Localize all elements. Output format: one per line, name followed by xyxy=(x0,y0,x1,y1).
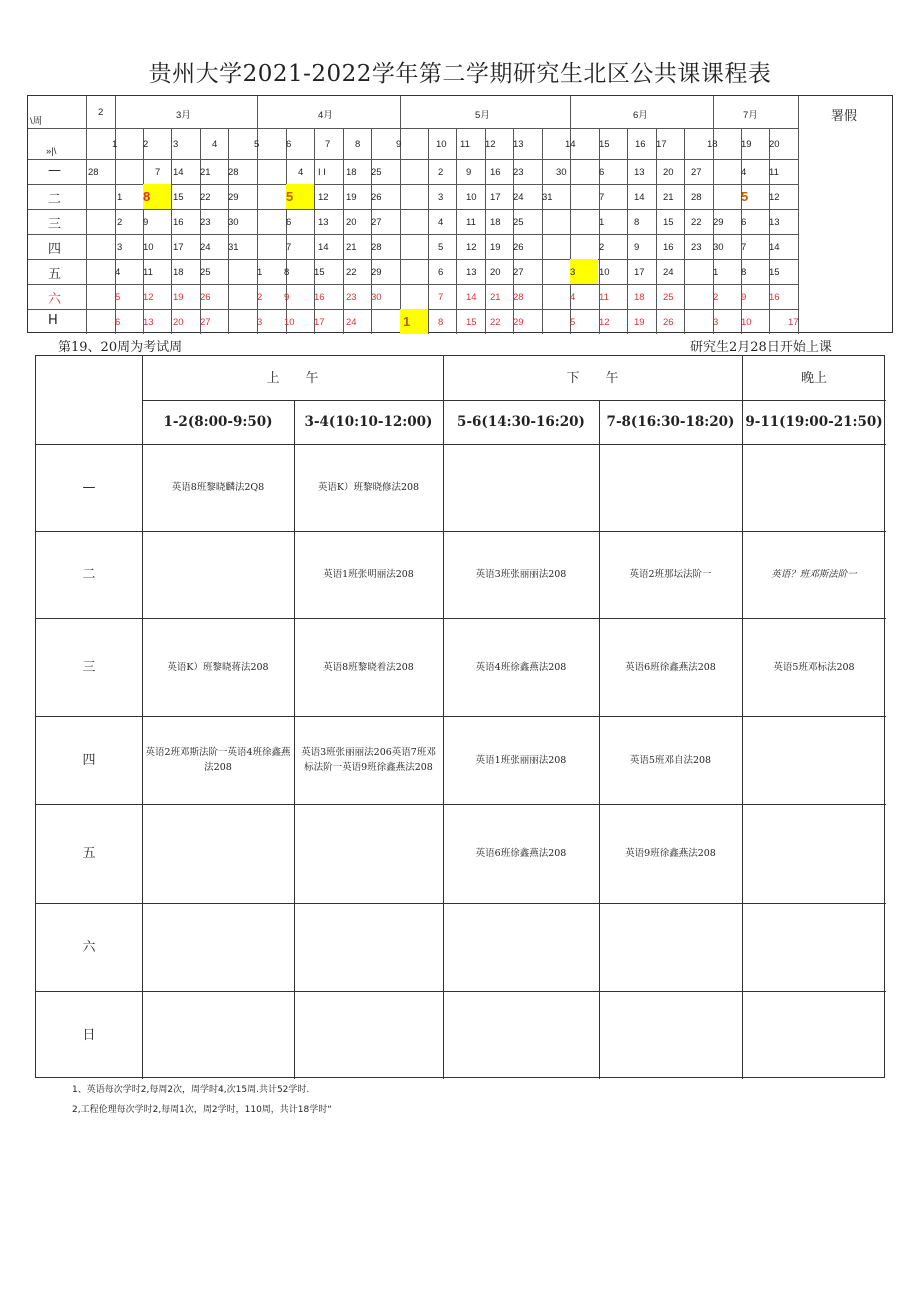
grid-line xyxy=(798,96,799,334)
calendar-date: 10 xyxy=(284,317,295,328)
calendar-date: 29 xyxy=(228,192,239,203)
grid-line xyxy=(513,128,514,334)
calendar-date: 3 xyxy=(570,267,576,278)
calendar-date: 4 xyxy=(298,167,304,178)
calendar-date: 30 xyxy=(713,242,724,253)
calendar-date: 9 xyxy=(143,217,149,228)
course-cell xyxy=(742,903,886,991)
calendar-date: 8 xyxy=(284,267,290,278)
calendar-date: 17 xyxy=(490,192,501,203)
calendar-date: 9 xyxy=(741,292,747,303)
header-evening: 晚上 xyxy=(800,370,827,386)
weekday-label: 三 xyxy=(48,217,62,232)
grid-line xyxy=(200,128,201,334)
calendar-date: 6 xyxy=(599,167,605,178)
calendar-date: 28 xyxy=(228,167,239,178)
calendar-date: 13 xyxy=(318,217,329,228)
calendar-date: 13 xyxy=(466,267,477,278)
calendar-date: 27 xyxy=(691,167,702,178)
calendar-date: 29 xyxy=(513,317,524,328)
calendar-date: 7 xyxy=(155,167,161,178)
calendar-date: 18 xyxy=(173,267,184,278)
course-cell: 英语8班黎晓麟法2Q8 xyxy=(171,482,265,493)
course-cell xyxy=(294,991,443,1079)
calendar-date: 17 xyxy=(314,317,325,328)
calendar-date: 16 xyxy=(769,292,780,303)
calendar-date: 26 xyxy=(200,292,211,303)
calendar-date: 30 xyxy=(228,217,239,228)
week-number: 17 xyxy=(656,139,667,150)
week-number: 19 xyxy=(741,139,752,150)
calendar-date: 5 xyxy=(115,292,121,303)
grid-line xyxy=(428,128,429,334)
calendar-date: 29 xyxy=(371,267,382,278)
calendar-date: 4 xyxy=(570,292,576,303)
calendar-date: 30 xyxy=(556,167,567,178)
calendar-date: 27 xyxy=(513,267,524,278)
calendar-date: 15 xyxy=(663,217,674,228)
calendar-date: 23 xyxy=(200,217,211,228)
academic-calendar xyxy=(27,95,893,333)
calendar-date: 6 xyxy=(438,267,444,278)
calendar-date: 11 xyxy=(769,167,779,178)
calendar-date: 26 xyxy=(663,317,674,328)
calendar-date: 26 xyxy=(513,242,524,253)
grid-line xyxy=(599,128,600,334)
course-cell xyxy=(742,804,886,903)
week-number: 14 xyxy=(565,139,576,150)
calendar-date: 29 xyxy=(713,217,724,228)
calendar-date: 16 xyxy=(490,167,501,178)
week-number: 15 xyxy=(599,139,610,150)
grid-line xyxy=(741,128,742,334)
grid-line xyxy=(456,128,457,334)
calendar-date: 28 xyxy=(691,192,702,203)
time-slot-header: 9-11(19:00-21:50) xyxy=(745,413,883,430)
course-cell xyxy=(742,444,886,531)
calendar-date: 28 xyxy=(371,242,382,253)
calendar-date: 10 xyxy=(143,242,154,253)
course-cell: 英语K）班黎晓蒋法208 xyxy=(167,661,269,673)
course-cell xyxy=(142,531,294,618)
calendar-date: 21 xyxy=(663,192,674,203)
week-number: 2 xyxy=(143,139,149,150)
calendar-date: 16 xyxy=(314,292,325,303)
calendar-date: 16 xyxy=(173,217,184,228)
week-number: 7 xyxy=(325,139,331,150)
calendar-date: 19 xyxy=(634,317,645,328)
calendar-date: 4 xyxy=(115,267,121,278)
calendar-date: 1 xyxy=(403,314,411,329)
calendar-date: 3 xyxy=(713,317,719,328)
weekday-row-label: 日 xyxy=(82,1027,96,1043)
course-cell: 英语？班邓斯法阶一 xyxy=(771,569,857,580)
calendar-date: 11 xyxy=(143,267,153,278)
weekday-row-label: 三 xyxy=(82,659,96,675)
calendar-date: 3 xyxy=(257,317,263,328)
calendar-date: 8 xyxy=(438,317,444,328)
calendar-date: 15 xyxy=(173,192,184,203)
weekday-row-label: 二 xyxy=(82,567,96,582)
week-number: 20 xyxy=(769,139,780,150)
weekday-label: 五 xyxy=(48,267,62,282)
grid-line xyxy=(371,128,372,334)
grid-line xyxy=(314,128,315,334)
week-number: 12 xyxy=(485,139,496,150)
calendar-date: 7 xyxy=(599,192,605,203)
course-cell: 英语8班黎晓着法208 xyxy=(323,661,414,673)
weekday-row-label: 四 xyxy=(82,752,96,768)
calendar-date: 20 xyxy=(663,167,674,178)
course-cell xyxy=(142,903,294,991)
calendar-date: 14 xyxy=(634,192,645,203)
calendar-date: 4 xyxy=(438,217,444,228)
grid-line xyxy=(228,128,229,334)
grid-line xyxy=(143,128,144,334)
week-number: 18 xyxy=(707,139,718,150)
calendar-date: 5 xyxy=(741,189,749,204)
calendar-date: 23 xyxy=(346,292,357,303)
calendar-date: 3 xyxy=(117,242,123,253)
calendar-date: 12 xyxy=(143,292,154,303)
calendar-date: 18 xyxy=(346,167,357,178)
week-number: 16 xyxy=(635,139,646,150)
calendar-date: 19 xyxy=(490,242,501,253)
grid-line xyxy=(171,128,172,334)
week-number: 10 xyxy=(436,139,447,150)
calendar-date: 22 xyxy=(200,192,211,203)
calendar-date: 7 xyxy=(438,292,444,303)
calendar-date: 25 xyxy=(371,167,382,178)
calendar-date: 10 xyxy=(741,317,752,328)
course-cell: 英语5班邓标法208 xyxy=(773,661,855,673)
course-cell: 英语2班邓斯法阶一英语4班徐鑫燕法208 xyxy=(145,747,291,773)
calendar-date: 7 xyxy=(741,242,747,253)
calendar-date: 21 xyxy=(490,292,501,303)
calendar-date: 14 xyxy=(173,167,184,178)
grid-line xyxy=(542,128,543,334)
calendar-date: 1 xyxy=(713,267,719,278)
calendar-date: 6 xyxy=(286,217,292,228)
calendar-date: 3 xyxy=(438,192,444,203)
calendar-date: 6 xyxy=(741,217,747,228)
week-number: 4 xyxy=(212,139,218,150)
calendar-date: 15 xyxy=(314,267,325,278)
class-start-note: 研究生2月28日开始上课 xyxy=(690,340,832,355)
calendar-date: 9 xyxy=(634,242,640,253)
weekday-row-label: 五 xyxy=(82,846,96,861)
calendar-date: 8 xyxy=(143,189,151,204)
week-corner-label: \周 xyxy=(30,116,43,127)
calendar-date: 5 xyxy=(286,189,294,204)
calendar-date: 23 xyxy=(691,242,702,253)
weekday-row-label: 六 xyxy=(82,939,96,955)
calendar-date: 22 xyxy=(691,217,702,228)
calendar-date: 19 xyxy=(173,292,184,303)
calendar-date: 23 xyxy=(513,167,524,178)
course-cell xyxy=(443,991,599,1079)
weekday-label: — xyxy=(48,163,61,178)
calendar-date: 9 xyxy=(466,167,472,178)
calendar-date: 1 xyxy=(599,217,605,228)
calendar-date: 12 xyxy=(599,317,610,328)
footnote-2: 2,工程伦理每次学时2,每周1次，周2学时，110周，共计18学时“ xyxy=(72,1105,332,1115)
course-cell xyxy=(142,991,294,1079)
month-label: 5月 xyxy=(475,110,490,121)
summer-vacation-label: 署假 xyxy=(831,109,858,124)
calendar-date: 31 xyxy=(542,192,553,203)
calendar-date: 10 xyxy=(466,192,477,203)
week-number: 11 xyxy=(460,139,470,150)
course-cell: 英语5班邓自法208 xyxy=(629,754,712,766)
page-title: 贵州大学2021-2022学年第二学期研究生北区公共课课程表 xyxy=(148,61,772,87)
calendar-date: 20 xyxy=(490,267,501,278)
grid-line xyxy=(627,128,628,334)
footnote-1: 1、英语每次学时2,每周2次，周学时4,次15周.共计52学时. xyxy=(72,1085,310,1095)
weekday-label: H xyxy=(48,313,58,328)
grid-line xyxy=(485,128,486,334)
calendar-date: 12 xyxy=(466,242,477,253)
calendar-date: 20 xyxy=(173,317,184,328)
course-cell: 英语3班张丽丽法206英语7班邓标法阶一英语9班徐鑫燕法208 xyxy=(301,747,436,773)
grid-line xyxy=(684,128,685,334)
calendar-date: 2 xyxy=(599,242,605,253)
grid-line xyxy=(400,96,401,334)
calendar-date: 25 xyxy=(200,267,211,278)
calendar-date: 17 xyxy=(634,267,645,278)
weekday-label: 四 xyxy=(48,242,62,257)
calendar-date: 21 xyxy=(346,242,357,253)
calendar-date: 18 xyxy=(634,292,645,303)
calendar-date: 16 xyxy=(663,242,674,253)
calendar-date: 26 xyxy=(371,192,382,203)
course-cell: 英语1班张丽丽法208 xyxy=(475,754,567,766)
course-cell xyxy=(443,444,599,531)
calendar-date: 13 xyxy=(634,167,645,178)
calendar-date: 13 xyxy=(143,317,154,328)
course-cell xyxy=(742,991,886,1079)
calendar-date: 1 xyxy=(117,192,123,203)
exam-week-note: 第19、20周为考试周 xyxy=(58,340,183,355)
calendar-date: 24 xyxy=(200,242,211,253)
course-cell xyxy=(599,991,742,1079)
calendar-date: 11 xyxy=(466,217,476,228)
week-number: 9 xyxy=(396,139,402,150)
grid-line xyxy=(86,96,87,334)
calendar-date: 31 xyxy=(228,242,239,253)
calendar-date: 28 xyxy=(88,167,99,178)
calendar-date: 18 xyxy=(490,217,501,228)
calendar-date: 30 xyxy=(371,292,382,303)
calendar-date: 22 xyxy=(490,317,501,328)
calendar-date: 28 xyxy=(513,292,524,303)
week-number: 13 xyxy=(513,139,524,150)
day-corner-label: »|\ xyxy=(46,146,57,157)
course-cell xyxy=(599,444,742,531)
calendar-date: 2 xyxy=(257,292,263,303)
calendar-date: 12 xyxy=(769,192,780,203)
calendar-date: 15 xyxy=(769,267,780,278)
calendar-date: 25 xyxy=(663,292,674,303)
week-number: 6 xyxy=(286,139,292,150)
header-afternoon: 下 午 xyxy=(566,370,619,386)
weekday-label: 六 xyxy=(48,292,62,307)
calendar-date: 5 xyxy=(438,242,444,253)
month-label: 2 xyxy=(98,107,104,118)
calendar-date: 21 xyxy=(200,167,211,178)
course-cell xyxy=(742,716,886,804)
course-cell xyxy=(599,903,742,991)
calendar-date: 20 xyxy=(346,217,357,228)
course-cell xyxy=(443,903,599,991)
calendar-date: 27 xyxy=(200,317,211,328)
calendar-date: 13 xyxy=(769,217,780,228)
course-cell: 英语9班徐鑫燕法208 xyxy=(625,848,716,859)
calendar-date: 5 xyxy=(570,317,576,328)
calendar-date: 7 xyxy=(286,242,292,253)
course-cell xyxy=(294,903,443,991)
calendar-date: 14 xyxy=(318,242,329,253)
header-morning: 上 午 xyxy=(266,370,319,386)
calendar-date: 14 xyxy=(466,292,477,303)
grid-line xyxy=(656,128,657,334)
calendar-date: 6 xyxy=(115,317,121,328)
week-number: 5 xyxy=(254,139,260,150)
week-number: 3 xyxy=(173,139,179,150)
course-cell: 英语2班那坛法阶一 xyxy=(629,569,712,580)
weekday-label: 二 xyxy=(48,192,62,207)
grid-line xyxy=(343,128,344,334)
course-cell: 英语K）班黎晓修法208 xyxy=(317,482,420,493)
calendar-date: 27 xyxy=(371,217,382,228)
course-cell: 英语6班徐鑫燕法208 xyxy=(475,848,567,859)
month-label: 3月 xyxy=(176,110,191,121)
time-slot-header: 7-8(16:30-18:20) xyxy=(606,413,735,430)
course-cell: 英语4班徐鑫燕法208 xyxy=(475,661,567,673)
calendar-date: 12 xyxy=(318,192,329,203)
calendar-date: 17 xyxy=(788,317,799,328)
time-slot-header: 1-2(8:00-9:50) xyxy=(163,413,273,430)
calendar-date: 15 xyxy=(466,317,477,328)
calendar-date: 10 xyxy=(599,267,610,278)
course-cell: 英语1班张明丽法208 xyxy=(323,569,414,580)
course-timetable xyxy=(35,355,885,1078)
calendar-date: 2 xyxy=(117,217,123,228)
calendar-date: 25 xyxy=(513,217,524,228)
calendar-date: 1 xyxy=(257,267,263,278)
calendar-date: 9 xyxy=(284,292,290,303)
course-cell: 英语3班张丽丽法208 xyxy=(475,569,567,580)
calendar-date: 4 xyxy=(741,167,747,178)
month-label: 6月 xyxy=(633,110,648,121)
calendar-date: 19 xyxy=(346,192,357,203)
calendar-date: I I xyxy=(318,167,326,178)
calendar-date: 24 xyxy=(346,317,357,328)
calendar-date: 24 xyxy=(663,267,674,278)
course-cell: 英语6班徐鑫燕法208 xyxy=(625,661,716,673)
grid-line xyxy=(769,128,770,334)
calendar-date: 24 xyxy=(513,192,524,203)
time-slot-header: 5-6(14:30-16:20) xyxy=(457,413,585,430)
calendar-date: 8 xyxy=(634,217,640,228)
calendar-date: 22 xyxy=(346,267,357,278)
calendar-date: 14 xyxy=(769,242,780,253)
calendar-date: 17 xyxy=(173,242,184,253)
week-number: 8 xyxy=(355,139,361,150)
calendar-date: 2 xyxy=(438,167,444,178)
calendar-date: 2 xyxy=(713,292,719,303)
week-number: 1 xyxy=(112,139,118,150)
month-label: 7月 xyxy=(743,110,758,121)
month-label: 4月 xyxy=(318,110,333,121)
calendar-date: 11 xyxy=(599,292,609,303)
weekday-row-label: — xyxy=(82,480,96,495)
course-cell xyxy=(294,804,443,903)
time-slot-header: 3-4(10:10-12:00) xyxy=(304,413,433,430)
course-cell xyxy=(142,804,294,903)
calendar-date: 8 xyxy=(741,267,747,278)
